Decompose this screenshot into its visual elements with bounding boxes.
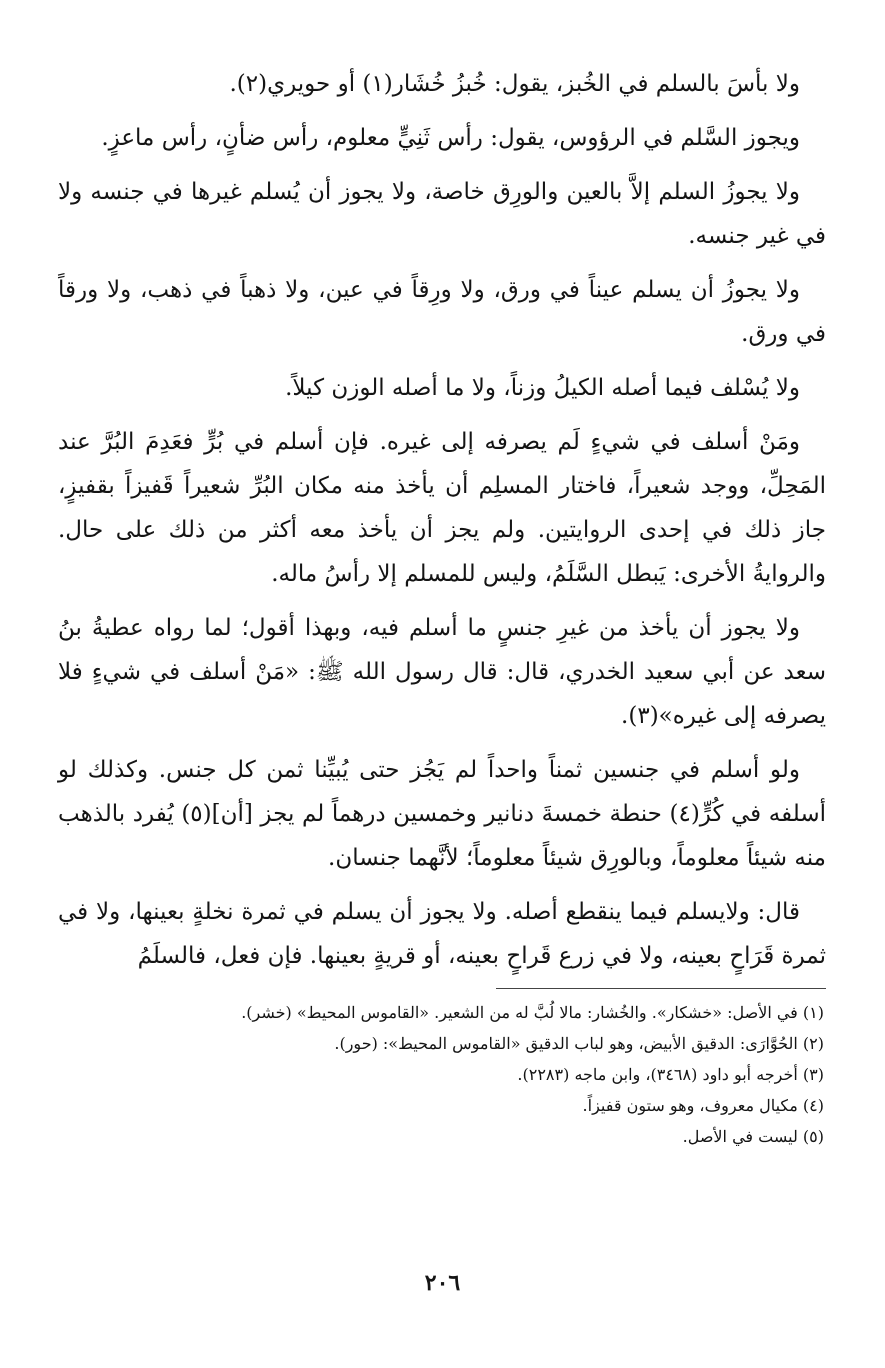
paragraph-gold-silver: ولا يجوزُ السلم إلاَّ بالعين والورِق خاصة، ولا يجوز أن يُسلم غيرها في جنسه ولا في غير جنسه. <box>58 179 826 249</box>
book-page <box>58 62 826 1352</box>
paragraph-hadith: ولا يجوز أن يأخذ من غيرِ جنسٍ ما أسلم فيه، وبهذا أقول؛ لما رواه عطيةُ بنُ سعد عن أبي سعيد الخدري، قال: قال رسول الله ﷺ: «مَنْ أسلف في شيءٍ فلا يصرفه إلى غيره»(٣). <box>58 615 826 729</box>
footnote-5: (٥) ليست في الأصل. <box>682 1127 824 1146</box>
paragraph-exchange: ولا يجوزُ أن يسلم عيناً في ورق، ولا ورِقاً في عين، ولا ذهباً في ذهب، ولا ورقاً في ورق. <box>58 277 826 347</box>
main-text <box>58 62 826 978</box>
paragraph-specific-crop: قال: ولايسلم فيما ينقطع أصله. ولا يجوز أن يسلم في ثمرة نخلةٍ بعينها، ولا في ثمرة قَرَاحٍ بعينه، ولا في زرع قَراحٍ بعينه، أو قريةٍ بعينها. فإن فعل، فالسلَمُ <box>58 899 826 969</box>
paragraph-substitution: ومَنْ أسلف في شيءٍ لَم يصرفه إلى غيره. فإن أسلم في بُرٍّ فعَدِمَ البُرَّ عند المَحِلِّ، ووجد شعيراً، فاختار المسلِم أن يأخذ منه مكان البُرِّ شعيراً قَفيزاً بقفيزٍ، جاز ذلك في إحدى الروايتين. ولم يجز أن يأخذ معه أكثر من ذلك على حال. والروايةُ الأخرى: يَبطل السَّلَمُ، وليس للمسلم إلا رأسُ ماله. <box>58 429 826 587</box>
footnote-3: (٣) أخرجه أبو داود (٣٤٦٨)، وابن ماجه (٢٢٨٣). <box>517 1065 824 1084</box>
footnote-1: (١) في الأصل: «خشكار». والخُشار: مالا لُبَّ له من الشعير. «القاموس المحيط» (خشر). <box>241 1003 824 1022</box>
paragraph-two-kinds: ولو أسلم في جنسين ثمناً واحداً لم يَجُز حتى يُبيِّنا ثمن كل جنس. وكذلك لو أسلفه في كُرٍّ(٤) حنطة خمسةَ دنانير وخمسين درهماً لم يجز [أن](٥) يُفرد بالذهب منه شيئاً معلوماً، وبالورِق شيئاً معلوماً؛ لأنَّهما جنسان. <box>58 757 826 871</box>
footnotes <box>58 997 826 1152</box>
paragraph-bread: ولا بأسَ بالسلم في الخُبز، يقول: خُبزُ خُشَار(١) أو حويري(٢). <box>229 71 800 97</box>
paragraph-heads: ويجوز السَّلم في الرؤوس، يقول: رأس ثَنِيٍّ معلوم، رأس ضأنٍ، رأس ماعزٍ. <box>101 125 800 151</box>
footnote-4: (٤) مكيال معروف، وهو ستون قفيزاً. <box>582 1096 824 1115</box>
footnote-divider <box>496 988 826 989</box>
footnote-2: (٢) الحُوَّارَى: الدقيق الأبيض، وهو لباب الدقيق «القاموس المحيط»: (حور). <box>334 1034 824 1053</box>
page-number: ٢٠٦ <box>424 1270 461 1296</box>
paragraph-measure: ولا يُسْلف فيما أصله الكيلُ وزناً، ولا ما أصله الوزن كيلاً. <box>285 375 800 401</box>
